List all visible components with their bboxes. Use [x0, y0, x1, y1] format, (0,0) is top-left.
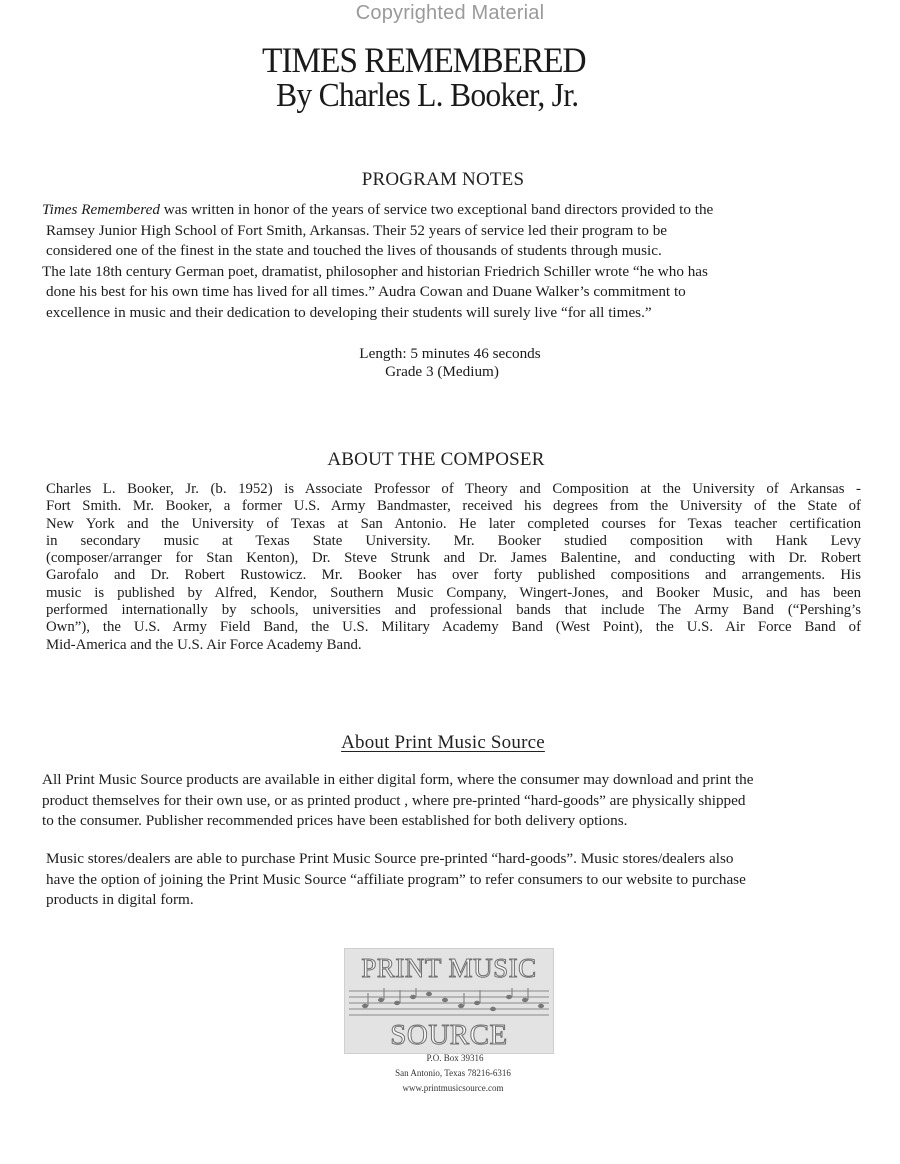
composer-line: music is published by Alfred, Kendor, Southern Music Company, Wingert-Jones, and Booker Music, and has been: [46, 584, 861, 601]
composer-line: Mid-America and the U.S. Air Force Academy Band.: [46, 636, 362, 653]
piece-grade: Grade 3 (Medium): [385, 363, 499, 380]
about-pms-heading-text: About Print Music Source: [341, 732, 545, 753]
about-composer-heading: ABOUT THE COMPOSER: [327, 449, 545, 470]
address-line: P.O. Box 39316: [426, 1053, 484, 1063]
print-music-source-logo: [344, 948, 554, 1054]
program-notes-line: [42, 200, 842, 221]
composer-line: New York and the University of Texas at San Antonio. He later completed courses for Texas teacher certification: [46, 515, 861, 532]
program-notes-line: considered one of the finest in the state and touched the lives of thousands of students through music.: [46, 242, 662, 259]
piece-length: Length: 5 minutes 46 seconds: [359, 345, 541, 362]
pms-paragraph-2: [46, 849, 866, 911]
piece-title: TIMES REMEMBERED: [262, 40, 586, 80]
composer-line: Own”), the U.S. Army Field Band, the U.S. Military Academy Band (West Point), the U.S. Air Force Band of: [46, 619, 861, 636]
pms-paragraph-1: [42, 770, 862, 832]
program-notes-line: Ramsey Junior High School of Fort Smith, Arkansas. Their 52 years of service led their program to be: [46, 221, 668, 239]
logo-bottom-text: SOURCE: [390, 1019, 508, 1051]
logo-top-text: PRINT MUSIC: [361, 953, 537, 983]
pms-line: Music stores/dealers are able to purchase Print Music Source pre-printed “hard-goods”. Music stores/dealers also: [46, 850, 734, 867]
composer-line: Fort Smith. Mr. Booker, a former U.S. Army Bandmaster, received his degrees from the University of the State of: [46, 498, 861, 515]
music-staff-icon: [345, 987, 553, 1019]
about-pms-heading: [0, 732, 893, 754]
program-notes-line: The late 18th century German poet, dramatist, philosopher and historian Friedrich Schiller wrote “he who has: [42, 262, 708, 280]
piece-title-italic: Times Remembered: [42, 201, 160, 218]
program-notes-line: excellence in music and their dedication to developing their students will surely live “for all times.”: [46, 303, 652, 321]
program-notes-line-text: was written in honor of the years of service two exceptional band directors provided to the: [159, 201, 714, 218]
program-notes-line: done his best for his own time has lived for all times.” Audra Cowan and Duane Walker’s commitment to: [46, 283, 686, 300]
composer-line: Charles L. Booker, Jr. (b. 1952) is Associate Professor of Theory and Composition at the University of Arkansas -: [46, 481, 861, 497]
address-line: San Antonio, Texas 78216-6316: [395, 1068, 511, 1078]
about-composer-paragraph: [46, 481, 861, 654]
pms-line: have the option of joining the Print Music Source “affiliate program” to refer consumers to our website to purchase: [46, 870, 746, 888]
pms-line: All Print Music Source products are available in either digital form, where the consumer may download and print the: [42, 771, 754, 788]
pms-line: products in digital form.: [46, 891, 194, 908]
program-notes-paragraph: [42, 200, 842, 323]
composer-line: performed internationally by schools, universities and professional bands that include The Army Band (“Pershing’s: [46, 602, 861, 619]
composer-byline: By Charles L. Booker, Jr.: [276, 77, 579, 114]
composer-line: in secondary music at Texas State University. Mr. Booker studied composition with Hank Levy: [46, 532, 861, 549]
copyright-watermark: Copyrighted Material: [355, 2, 545, 24]
composer-line: Garofalo and Dr. Robert Rustowicz. Mr. Booker has over forty published compositions and arrangements. His: [46, 567, 861, 584]
pms-line: to the consumer. Publisher recommended prices have been established for both delivery options.: [42, 812, 628, 829]
program-notes-heading: PROGRAM NOTES: [361, 169, 525, 190]
website-link[interactable]: www.printmusicsource.com: [402, 1083, 504, 1093]
pms-line: product themselves for their own use, or as printed product , where pre-printed “hard-goods” are physically shipped: [42, 791, 746, 809]
composer-line: (composer/arranger for Stan Kenton), Dr. Steve Strunk and Dr. James Balentine, and conducting with Dr. Robert: [46, 550, 861, 567]
